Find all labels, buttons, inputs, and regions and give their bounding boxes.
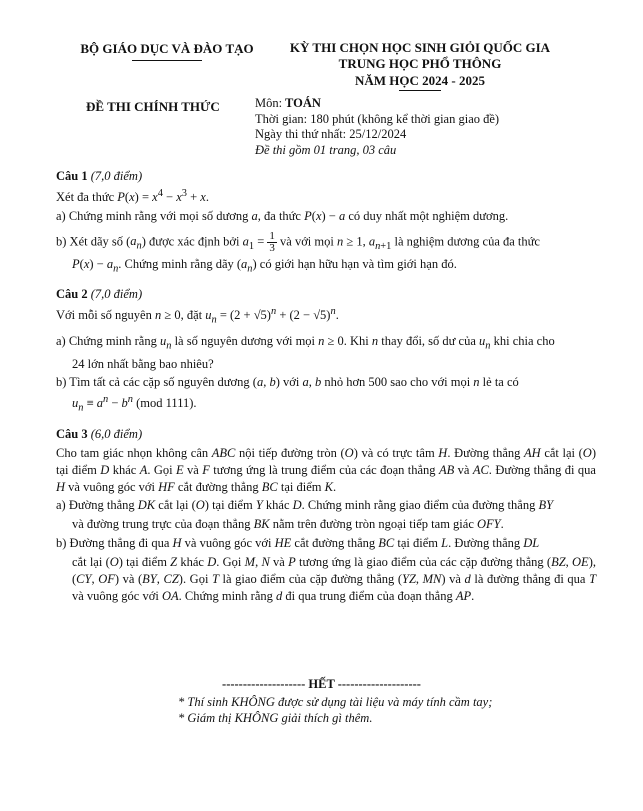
exam-underline	[399, 90, 441, 91]
q3-intro: Cho tam giác nhọn không cân ABC nội tiếp đường tròn (O) và có trực tâm H. Đường thẳng AH cắt lại (O) tại điểm D khác A. Gọi E và F tương ứng là trung điểm của các đoạn thẳng AB và AC. Đường thẳng đi qua H và vuông góc với HF cắt đường thẳng BC tại điểm K.	[56, 445, 596, 494]
note-1: * Thí sinh KHÔNG được sử dụng tài liệu và máy tính cầm tay;	[178, 695, 493, 709]
q1-part-b-cont: $P(x) - a_n$. Chứng minh rằng dãy $(a_n)$ có giới hạn hữu hạn và tìm giới hạn đó.	[72, 256, 457, 275]
exam-title-line2: TRUNG HỌC PHỔ THÔNG	[338, 56, 502, 72]
q3-part-a-cont: và đường trung trực của đoạn thẳng BK nằm trên đường tròn ngoại tiếp tam giác OFY.	[72, 517, 504, 532]
q2-intro: Với mỗi số nguyên n ≥ 0, đặt $u_n = (2 + √5)^n + (2 - √5)^n$.	[56, 306, 339, 326]
q3-points: (6,0 điểm)	[90, 426, 143, 441]
note-2: * Giám thị KHÔNG giải thích gì thêm.	[178, 711, 373, 726]
exam-title-line1: KỲ THI CHỌN HỌC SINH GIỎI QUỐC GIA	[289, 40, 551, 55]
q2-part-a-cont: 24 lớn nhất bằng bao nhiêu?	[72, 356, 214, 371]
ministry-name: BỘ GIÁO DỤC VÀ ĐÀO TẠO	[80, 41, 254, 56]
exam-title-line3: NĂM HỌC 2024 - 2025	[355, 72, 485, 88]
q1-label: Câu 1	[56, 169, 88, 183]
subject-label: Môn:	[255, 96, 283, 110]
q2-points: (7,0 điểm)	[90, 287, 143, 302]
q2-part-b-cont: $u_n \equiv a^n - b^n$ (mod 1111).	[72, 394, 197, 414]
q1-part-b: b) Xét dãy số $(a_n)$ được xác định bởi $a_1$ = $\frac{1}{3}$ và với mọi n ≥ 1, $a_{n+1}$ là nghiệm dương của đa thức	[56, 229, 540, 254]
exam-meta	[255, 96, 499, 159]
q2-part-a: a) Chứng minh rằng $u_n$ là số nguyên dương với mọi n ≥ 0. Khi n thay đổi, số dư của $u_n$ khi chia cho	[56, 333, 555, 352]
q3-label: Câu 3	[56, 426, 88, 441]
q1-intro: Xét đa thức $P(x) = x^4 - x^3 + x$.	[56, 187, 209, 205]
date-line: Ngày thi thứ nhất: 25/12/2024	[255, 127, 407, 142]
subject-name: TOÁN	[285, 96, 321, 110]
q3-part-a: a) Đường thẳng DK cắt lại (O) tại điểm Y khác D. Chứng minh rằng giao điểm của đường thẳng BY	[56, 498, 554, 513]
q3-part-b: b) Đường thẳng đi qua H và vuông góc với HE cắt đường thẳng BC tại điểm L. Đường thẳng DL	[56, 536, 540, 551]
footer-notes	[178, 694, 492, 727]
exam-content	[56, 160, 596, 607]
q3-part-b-cont: cắt lại (O) tại điểm Z khác D. Gọi M, N và P tương ứng là giao điểm của các cặp đường thẳng (BZ, OE), (CY, OF) và (BY, CZ). Gọi T là giao điểm của cặp đường thẳng (YZ, MN) và d là đường thẳng đi qua T và vuông góc với OA. Chứng minh rằng d đi qua trung điểm của đoạn thẳng AP.	[72, 555, 597, 603]
question-3-title	[56, 426, 596, 443]
ministry-underline	[132, 60, 202, 61]
q1-part-a: a) Chứng minh rằng với mọi số dương a, đa thức P(x) − a có duy nhất một nghiệm dương.	[56, 208, 509, 223]
end-marker	[0, 676, 643, 693]
q2-label: Câu 2	[56, 287, 88, 302]
question-2-title	[56, 286, 596, 303]
ministry-header	[62, 40, 272, 61]
exam-header	[270, 40, 570, 91]
pages-line: Đề thi gồm 01 trang, 03 câu	[255, 142, 397, 157]
subject-line	[255, 96, 499, 112]
official-label: ĐỀ THI CHÍNH THỨC	[86, 99, 220, 114]
time-line: Thời gian: 180 phút (không kể thời gian giao đề)	[255, 111, 500, 126]
question-1-title	[56, 168, 596, 185]
q2-part-b: b) Tìm tất cả các cặp số nguyên dương (a, b) với a, b nhỏ hơn 500 sao cho với mọi n lẻ ta có	[56, 375, 519, 390]
end-text: -------------------- HẾT --------------------	[222, 677, 421, 691]
q1-points: (7,0 điểm)	[90, 169, 143, 183]
